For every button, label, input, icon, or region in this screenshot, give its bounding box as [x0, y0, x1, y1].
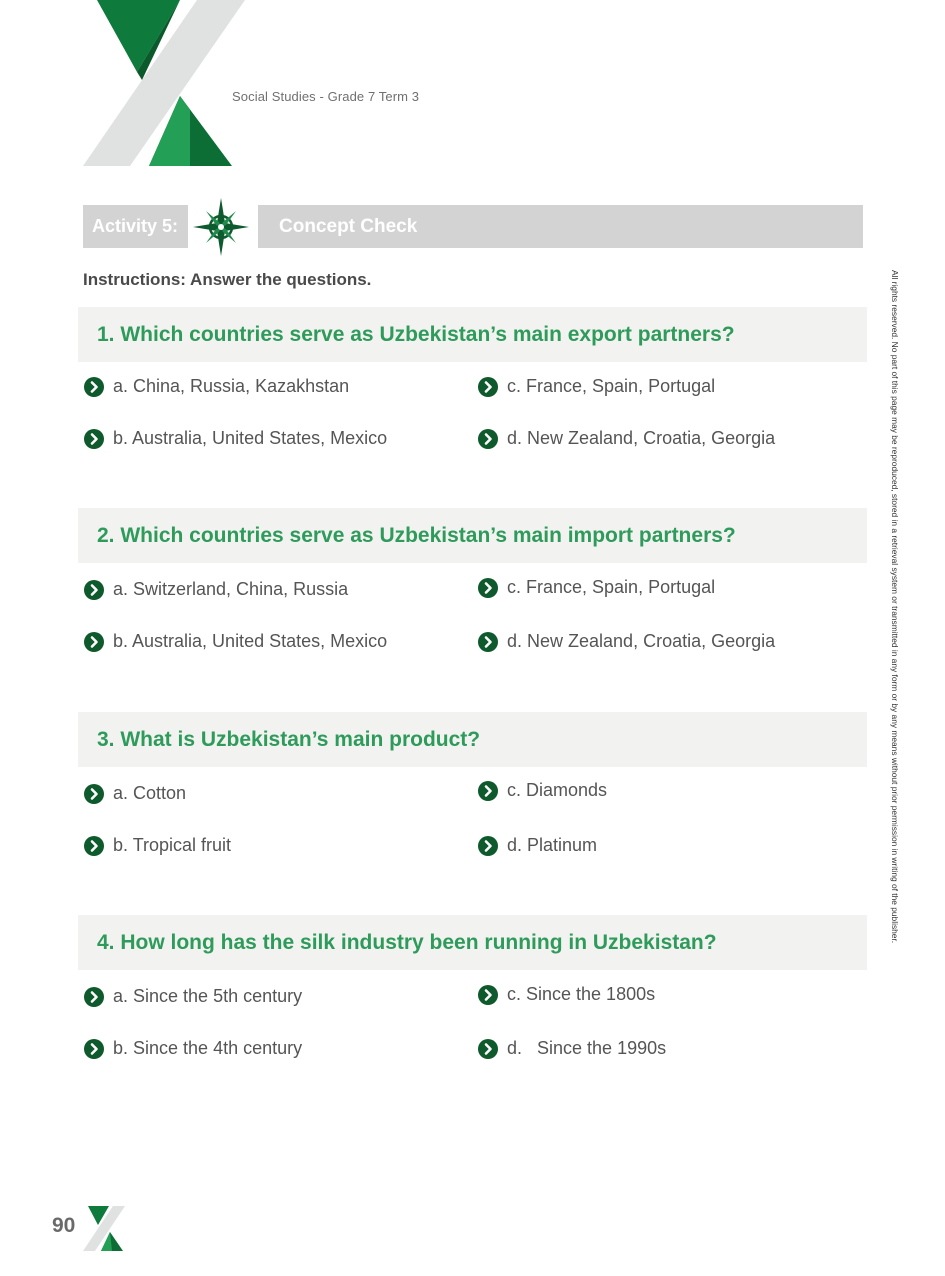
chevron-right-circle-icon	[478, 429, 498, 449]
activity-label: Activity 5:	[83, 205, 188, 248]
q2-option-c[interactable]	[478, 577, 715, 598]
question-2: 2. Which countries serve as Uzbekistan’s main import partners?	[78, 508, 867, 563]
q1-option-b[interactable]	[84, 428, 387, 449]
chevron-right-circle-icon	[84, 377, 104, 397]
chevron-right-circle-icon	[84, 987, 104, 1007]
q3-option-d[interactable]	[478, 835, 597, 856]
copyright-notice: All rights reserved. No part of this page may be reproduced, stored in a retrieval system or transmitted in any form or by any means without prior permission in writing of the publisher.	[890, 270, 900, 944]
q3-option-c[interactable]	[478, 780, 607, 801]
question-4: 4. How long has the silk industry been running in Uzbekistan?	[78, 915, 867, 970]
q3-option-b[interactable]	[84, 835, 231, 856]
q4-option-a[interactable]	[84, 986, 302, 1007]
chevron-right-circle-icon	[478, 632, 498, 652]
option-text: a. Since the 5th century	[113, 986, 303, 1006]
chevron-right-circle-icon	[84, 580, 104, 600]
chevron-right-circle-icon	[84, 784, 104, 804]
chevron-right-circle-icon	[478, 377, 498, 397]
option-text: d. Since the 1990s	[507, 1038, 667, 1058]
chevron-right-circle-icon	[84, 429, 104, 449]
brand-logo-small	[83, 1206, 125, 1251]
option-text: a. China, Russia, Kazakhstan	[113, 376, 350, 396]
compass-star-icon	[193, 198, 249, 256]
chevron-right-circle-icon	[84, 1039, 104, 1059]
q3-option-a[interactable]	[84, 783, 186, 804]
question-3: 3. What is Uzbekistan’s main product?	[78, 712, 867, 767]
option-text: c. France, Spain, Portugal	[507, 376, 716, 396]
option-text: d. New Zealand, Croatia, Georgia	[507, 631, 776, 651]
option-text: a. Switzerland, China, Russia	[113, 579, 349, 599]
option-text: b. Australia, United States, Mexico	[113, 428, 388, 448]
q2-option-d[interactable]	[478, 631, 775, 652]
q2-option-a[interactable]	[84, 579, 348, 600]
question-1: 1. Which countries serve as Uzbekistan’s main export partners?	[78, 307, 867, 362]
q4-option-c[interactable]	[478, 984, 655, 1005]
q1-option-d[interactable]	[478, 428, 775, 449]
q1-option-c[interactable]	[478, 376, 715, 397]
instructions: Instructions: Answer the questions.	[83, 270, 372, 289]
option-text: c. Diamonds	[507, 780, 608, 800]
option-text: c. Since the 1800s	[507, 984, 656, 1004]
chevron-right-circle-icon	[84, 836, 104, 856]
activity-title: Concept Check	[258, 205, 863, 248]
option-text: c. France, Spain, Portugal	[507, 577, 716, 597]
option-text: b. Tropical fruit	[113, 835, 232, 855]
q4-option-b[interactable]	[84, 1038, 302, 1059]
brand-logo	[80, 0, 250, 170]
option-text: b. Australia, United States, Mexico	[113, 631, 388, 651]
chevron-right-circle-icon	[478, 985, 498, 1005]
chevron-right-circle-icon	[478, 1039, 498, 1059]
book-subtitle: Social Studies - Grade 7 Term 3	[232, 89, 420, 104]
option-text: b. Since the 4th century	[113, 1038, 303, 1058]
q2-option-b[interactable]	[84, 631, 387, 652]
q4-option-d[interactable]	[478, 1038, 666, 1059]
chevron-right-circle-icon	[478, 781, 498, 801]
chevron-right-circle-icon	[84, 632, 104, 652]
option-text: a. Cotton	[113, 783, 187, 803]
page-number: 90	[52, 1214, 76, 1237]
option-text: d. New Zealand, Croatia, Georgia	[507, 428, 776, 448]
chevron-right-circle-icon	[478, 836, 498, 856]
option-text: d. Platinum	[507, 835, 598, 855]
chevron-right-circle-icon	[478, 578, 498, 598]
q1-option-a[interactable]	[84, 376, 349, 397]
